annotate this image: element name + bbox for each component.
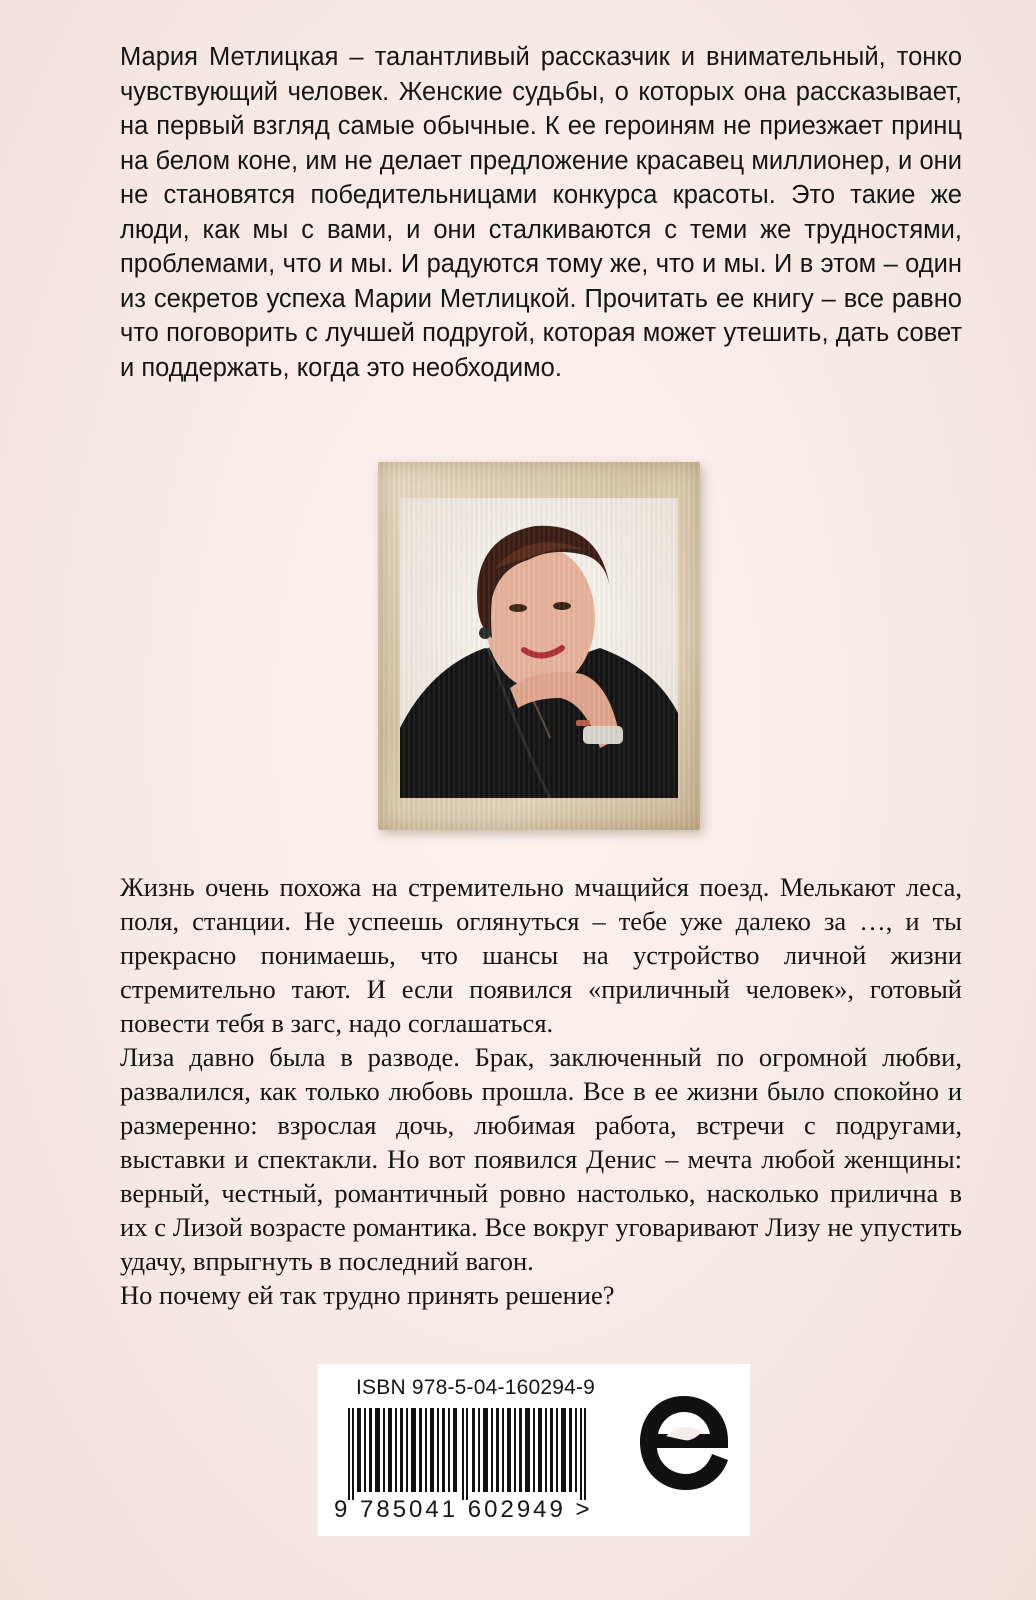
annotation-paragraph: Лиза давно была в разводе. Брак, заключенный по огромной любви, развалился, как только любовь прошла. Все в ее жизни было спокойно и размеренно: взрослая дочь, любимая работа, встречи с подругами, выставки и спектакли. Но вот появился Денис – мечта любой женщины: верный, честный, романтичный ровно настолько, насколько прилична в их с Лизой возрасте романтика. Все вокруг уговаривают Лизу не упустить удачу, впрыгнуть в последний вагон. [120,1042,962,1276]
author-portrait-illustration [400,498,678,798]
author-photo-frame [378,462,700,830]
isbn-label: ISBN 978-5-04-160294-9 [356,1376,596,1399]
eksmo-logo-icon [636,1392,732,1496]
annotation-paragraph: Но почему ей так трудно принять решение? [120,1280,615,1310]
barcode-digits: 9 785041 602949 > [334,1496,593,1523]
author-photo [400,498,678,798]
barcode-icon [342,1408,602,1500]
annotation-paragraph: Жизнь очень похожа на стремительно мчащийся поезд. Мелькают леса, поля, станции. Не успеешь оглянуться – тебе уже далеко за …, и ты прекрасно понимаешь, что шансы на устройство личной жизни стремительно тают. И если появился «приличный человек», готовый повести тебя в загс, надо соглашаться. [120,872,962,1038]
book-annotation [120,870,962,1312]
author-blurb: Мария Метлицкая – талантливый рассказчик и внимательный, тонко чувствующий человек. Женские судьбы, о которых она рассказывает, на первый взгляд самые обычные. К ее героиням не приезжает принц на белом коне, им не делает предложение красавец миллионер, и они не становятся победительницами конкурса красоты. Это такие же люди, как мы с вами, и они сталкиваются с теми же трудностями, проблемами, что и мы. И радуются тому же, что и мы. И в этом – один из секретов успеха Марии Метлицкой. Прочитать ее книгу – все равно что поговорить с лучшей подругой, которая может утешить, дать совет и поддержать, когда это необходимо. [120,43,962,382]
